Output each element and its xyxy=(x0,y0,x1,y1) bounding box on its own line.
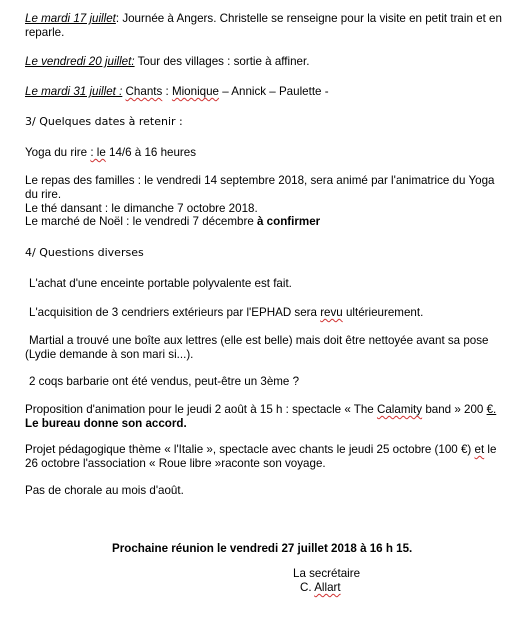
calamity-text: Proposition d'animation pour le jeudi 2 août à 15 h : spectacle « The xyxy=(25,403,377,416)
cendriers-end: ultérieurement. xyxy=(342,306,424,319)
italie-item xyxy=(25,443,511,471)
cendriers-item xyxy=(29,306,509,320)
yoga-label: Yoga du rire xyxy=(25,146,91,159)
marche-noel-date xyxy=(25,215,505,229)
chants-word: Chants xyxy=(125,85,163,98)
chants-names-rest: – Annick – Paulette - xyxy=(219,85,329,98)
chants-sep: : xyxy=(162,85,172,98)
marche-text: Le marché de Noël : le vendredi 7 décembre xyxy=(25,215,258,228)
section-3-heading: 3/ Quelques dates à retenir : xyxy=(25,115,183,128)
repas-familles-date: Le repas des familles : le vendredi 14 septembre 2018, sera animé par l'animatrice du Yoga du rire. xyxy=(25,174,495,201)
chants-name-mionique: Mionique xyxy=(171,85,220,98)
yoga-time: 14/6 à 16 heures xyxy=(105,146,197,159)
italie-et: et xyxy=(474,443,485,456)
prochaine-reunion: Prochaine réunion le vendredi 27 juillet 2018 à 16 h 15. xyxy=(112,542,413,555)
cendriers-revu: revu xyxy=(320,306,343,319)
cendriers-text: L'acquisition de 3 cendriers extérieurs par l'EPHAD sera xyxy=(29,306,321,319)
angers-date: Le mardi 17 juillet xyxy=(25,12,116,25)
secretary-name xyxy=(300,581,341,595)
chants-date: Le mardi 31 juillet : xyxy=(25,85,123,98)
coqs-item: 2 coqs barbarie ont été vendus, peut-être un 3ème ? xyxy=(29,375,300,388)
angers-paragraph xyxy=(25,12,505,40)
italie-end: le 26 octobre l'association « Roue libre »raconte son voyage. xyxy=(25,443,497,470)
calamity-item xyxy=(25,403,505,431)
secretary-role: La secrétaire xyxy=(293,567,361,580)
angers-text: : Journée à Angers. Christelle se renseigne pour la visite en petit train et en reparle. xyxy=(25,12,502,39)
chorale-item: Pas de chorale au mois d'août. xyxy=(25,484,184,497)
signer-surname: Allart xyxy=(314,581,341,594)
section-4-heading: 4/ Questions diverses xyxy=(25,246,144,259)
calamity-euro: €. xyxy=(486,403,497,416)
calamity-word: Calamity xyxy=(376,403,423,416)
a-confirmer-label: à confirmer xyxy=(257,215,321,228)
italie-text: Projet pédagogique thème « l'Italie », spectacle avec chants le jeudi 25 octobre (100 €) xyxy=(25,443,475,456)
calamity-band: band » 200 xyxy=(422,403,487,416)
bureau-accord: Le bureau donne son accord. xyxy=(25,417,187,430)
enceinte-item: L'achat d'une enceinte portable polyvalente est fait. xyxy=(29,277,292,290)
signer-initial: C. xyxy=(300,581,315,594)
villages-date: Le vendredi 20 juillet: xyxy=(25,55,135,68)
chants-paragraph xyxy=(25,85,505,99)
the-dansant-date: Le thé dansant : le dimanche 7 octobre 2018. xyxy=(25,202,258,215)
martial-item: Martial a trouvé une boîte aux lettres (elle est belle) mais doit être nettoyée avant sa pose (Lydie demande à son mari si...). xyxy=(25,334,489,361)
villages-text: Tour des villages : sortie à affiner. xyxy=(134,55,310,68)
yoga-sep: : le xyxy=(90,146,106,159)
yoga-date xyxy=(25,146,505,160)
villages-paragraph xyxy=(25,55,505,69)
